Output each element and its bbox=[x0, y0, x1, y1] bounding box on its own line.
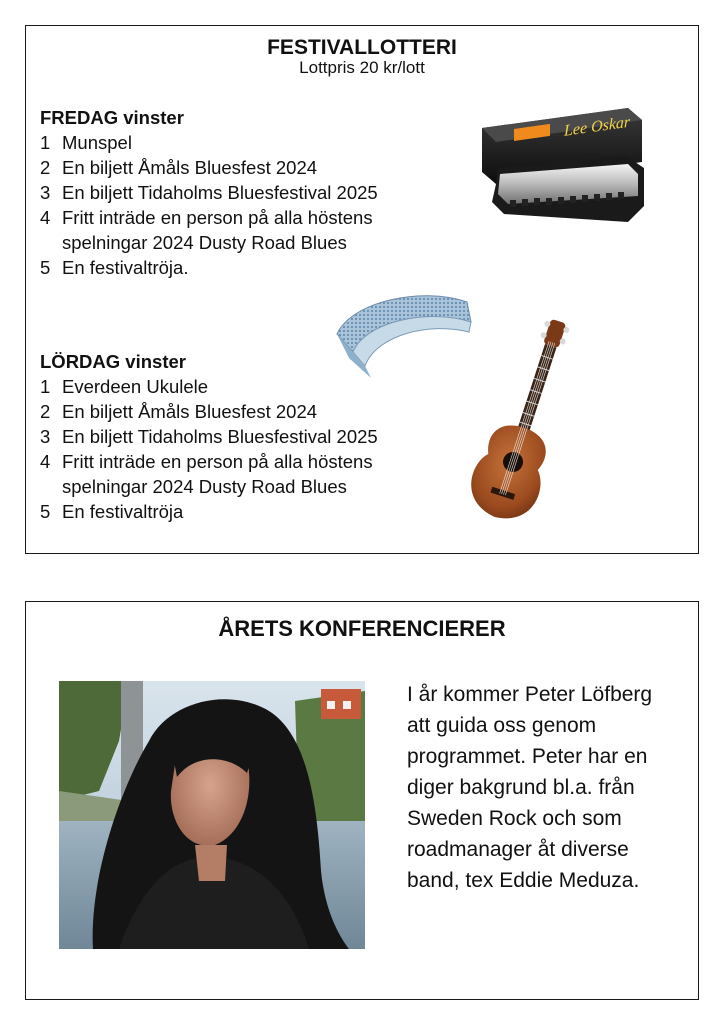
presenter-photo bbox=[59, 681, 365, 949]
list-item: 3 En biljett Tidaholms Bluesfestival 2025 bbox=[40, 426, 378, 447]
list-item: 5 En festivaltröja bbox=[40, 501, 184, 522]
saturday-prize-list bbox=[40, 374, 378, 524]
list-item: 2 En biljett Åmåls Bluesfest 2024 bbox=[40, 401, 318, 422]
list-item: 1 Munspel bbox=[40, 132, 132, 153]
lottery-subtitle: Lottpris 20 kr/lott bbox=[299, 58, 425, 77]
list-item: 2 En biljett Åmåls Bluesfest 2024 bbox=[40, 157, 318, 178]
wristband-image bbox=[331, 282, 475, 382]
list-item: 3 En biljett Tidaholms Bluesfestival 2025 bbox=[40, 182, 378, 203]
list-item: 4 Fritt inträde en person på alla höstens spelningar 2024 Dusty Road Blues bbox=[40, 451, 373, 497]
list-item: 4 Fritt inträde en person på alla höstens spelningar 2024 Dusty Road Blues bbox=[40, 207, 373, 253]
saturday-prizes bbox=[40, 349, 378, 524]
ukulele-image bbox=[456, 308, 596, 536]
presenter-bio: I år kommer Peter Löfberg att guida oss genom programmet. Peter har en diger bakgrund bl.a. från Sweden Rock och som roadmanager åt diverse band, tex Eddie Meduza. bbox=[407, 683, 653, 892]
list-item: 1 Everdeen Ukulele bbox=[40, 376, 209, 397]
friday-prizes bbox=[40, 105, 378, 280]
mc-box bbox=[25, 601, 699, 1000]
mc-title: ÅRETS KONFERENCIERER bbox=[218, 616, 506, 641]
lottery-box bbox=[25, 25, 699, 554]
harmonica-image bbox=[478, 104, 650, 230]
list-item: 5 En festivaltröja. bbox=[40, 257, 189, 278]
friday-heading: FREDAG vinster bbox=[40, 107, 184, 128]
svg-text:Lee Oskar: Lee Oskar bbox=[564, 113, 631, 140]
lottery-title: FESTIVALLOTTERI bbox=[267, 36, 457, 59]
saturday-heading: LÖRDAG vinster bbox=[40, 351, 186, 372]
friday-prize-list bbox=[40, 130, 378, 280]
